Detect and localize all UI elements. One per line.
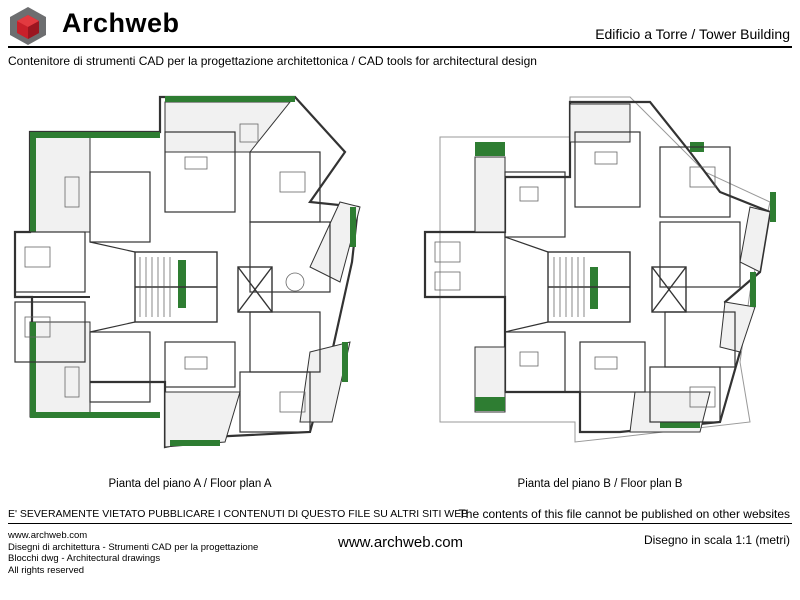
footer-rule [8,523,792,524]
floor-plan-b [420,92,800,462]
caption-floor-plan-a: Pianta del piano A / Floor plan A [108,478,272,490]
footer-line: Disegni di architettura - Strumenti CAD per la progettazione [8,541,259,553]
archweb-logo-icon [8,6,48,46]
floor-plan-a [10,92,390,462]
brand-name: Archweb [62,8,180,38]
footer-line: www.archweb.com [8,530,88,541]
footer-credits [8,530,258,576]
drawing-title: Edificio a Torre / Tower Building [595,26,790,42]
scale-note: Disegno in scala 1:1 (metri) [643,533,790,547]
footer-line: Blocchi dwg - Architectural drawings [8,553,161,564]
header-rule [8,46,792,48]
notice-english: The contents of this file cannot be published on other websites [458,507,790,521]
subtitle: Contenitore di strumenti CAD per la progettazione architettonica / CAD tools for architectural design [8,54,537,68]
caption-floor-plan-b: Pianta del piano B / Floor plan B [517,478,683,490]
website-url: www.archweb.com [338,534,464,551]
footer-line: All rights reserved [8,564,85,576]
notice-italian: E' SEVERAMENTE VIETATO PUBBLICARE I CONTENUTI DI QUESTO FILE SU ALTRI SITI WEB [8,508,469,520]
